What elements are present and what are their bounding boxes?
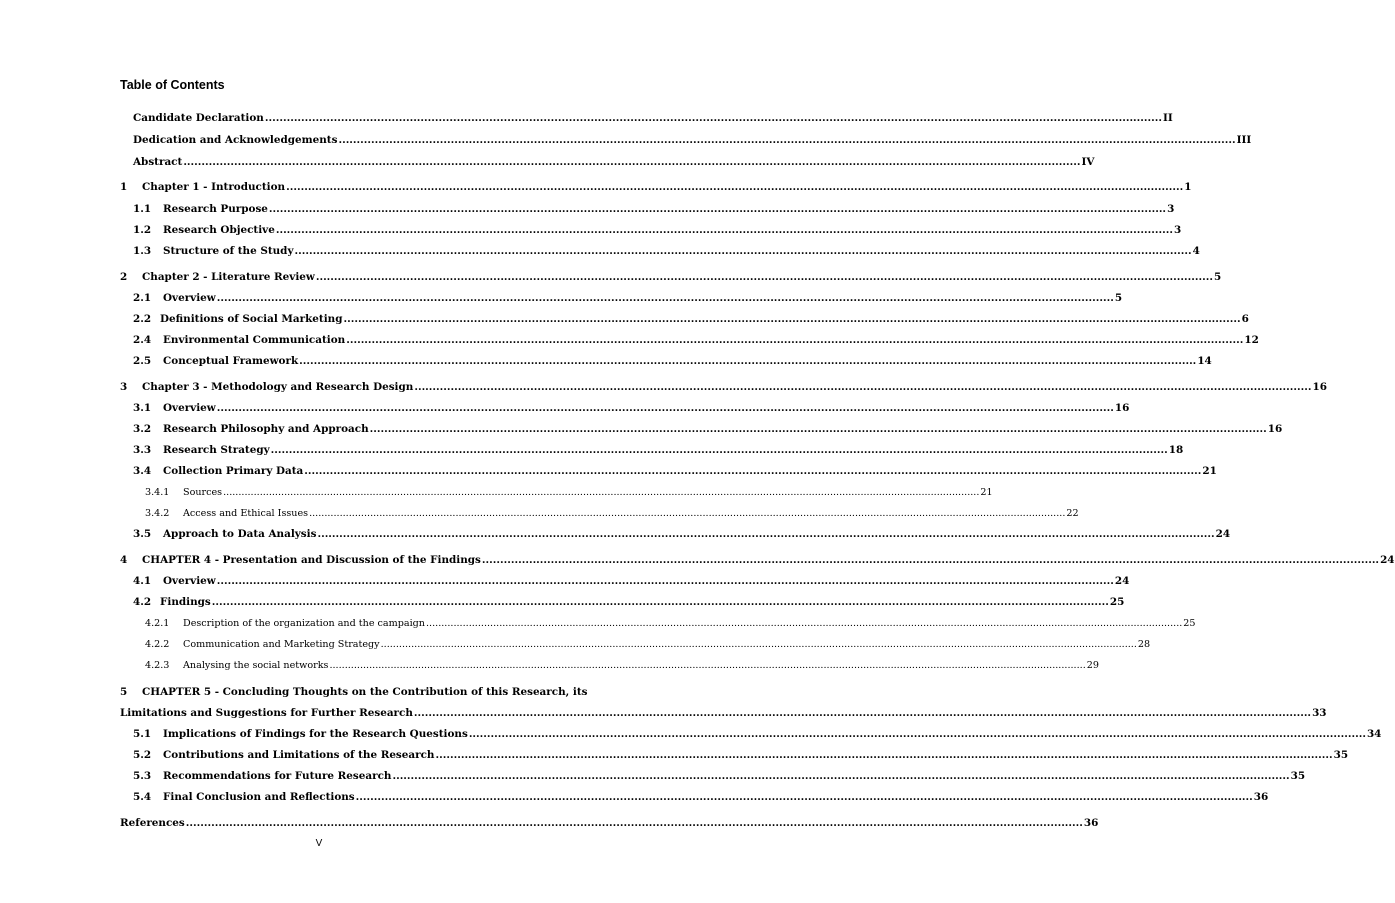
- toc-leader-dots: [356, 791, 1253, 804]
- toc-entry-page: 16: [1312, 381, 1327, 393]
- toc-entry-chapter-continued: [120, 707, 1327, 720]
- toc-entry-label: Description of the organization and the campaign: [183, 618, 425, 629]
- toc-entry-label: Recommendations for Future Research: [163, 770, 392, 782]
- toc-entry-section: [133, 203, 1175, 216]
- toc-entry-chapter: [120, 686, 587, 699]
- toc-entry-page: 3: [1173, 224, 1182, 236]
- toc-entry-page: 16: [1114, 402, 1130, 414]
- toc-entry-page: 33: [1312, 707, 1327, 719]
- toc-entry-page: 36: [1083, 817, 1099, 829]
- toc-entry-label: Final Conclusion and Reflections: [163, 791, 355, 803]
- toc-entry-page: 25: [1109, 596, 1125, 608]
- toc-entry-section: [133, 575, 1130, 588]
- toc-leader-dots: [344, 313, 1241, 326]
- toc-entry-page: 5: [1213, 271, 1222, 283]
- toc-entry-label: Access and Ethical Issues: [183, 508, 309, 519]
- toc-entry-section: [133, 355, 1212, 368]
- toc-entry-label: Conceptual Framework: [163, 355, 299, 367]
- toc-entry-page: 21: [1202, 465, 1217, 477]
- toc-leader-dots: [223, 486, 979, 499]
- toc-entry-label: Environmental Communication: [163, 334, 346, 346]
- toc-entry-subsection: [145, 659, 1099, 672]
- toc-entry-section: [133, 728, 1382, 741]
- toc-entry-number: 3.4.1: [145, 487, 170, 498]
- toc-leader-dots: [414, 707, 1311, 720]
- toc-entry-page: 14: [1197, 355, 1212, 367]
- toc-entry-number: 1.1: [133, 203, 152, 215]
- toc-entry-page: 12: [1244, 334, 1259, 346]
- toc-leader-dots: [212, 596, 1109, 609]
- toc-entry-label: CHAPTER 5 - Concluding Thoughts on the Contribution of this Research, its: [142, 686, 588, 698]
- toc-entry-section: [133, 596, 1125, 609]
- toc-leader-dots: [183, 156, 1080, 169]
- toc-entry-page: 24: [1215, 528, 1231, 540]
- toc-entry-label: Communication and Marketing Strategy: [183, 639, 380, 650]
- toc-entry-label: Implications of Findings for the Research Questions: [163, 728, 468, 740]
- toc-entry-number: 5.3: [133, 770, 152, 782]
- toc-entry-label: CHAPTER 4 - Presentation and Discussion of the Findings: [142, 554, 481, 566]
- toc-entry-label: Analysing the social networks: [183, 660, 329, 671]
- toc-leader-dots: [217, 292, 1114, 305]
- toc-leader-dots: [426, 617, 1182, 630]
- toc-entry-chapter: [120, 381, 1327, 394]
- toc-leader-dots: [317, 528, 1214, 541]
- toc-entry-label: Chapter 3 - Methodology and Research Design: [142, 381, 414, 393]
- toc-entry: [133, 134, 1252, 147]
- toc-entry-section: [133, 465, 1217, 478]
- toc-leader-dots: [276, 224, 1173, 237]
- toc-entry-label: Overview: [163, 402, 216, 414]
- toc-entry-label: Overview: [163, 575, 216, 587]
- toc-entry-subsection: [145, 507, 1079, 520]
- toc-entry-number: 2.4: [133, 334, 152, 346]
- toc-entry-section: [133, 245, 1200, 258]
- toc-entry-page: 21: [980, 487, 993, 498]
- toc-entry-number: 1.2: [133, 224, 152, 236]
- toc-entry-label: Overview: [163, 292, 216, 304]
- toc-entry-label: Sources: [183, 487, 223, 498]
- toc-entry-page: 4: [1192, 245, 1200, 257]
- toc-entry-page: III: [1236, 134, 1252, 146]
- toc-entry-label: Structure of the Study: [163, 245, 294, 257]
- toc-entry-page: 1: [1184, 181, 1192, 193]
- toc-entry-number: 5.1: [133, 728, 152, 740]
- toc-entry-label: Dedication and Acknowledgements: [133, 134, 338, 146]
- toc-leader-dots: [265, 112, 1162, 125]
- toc-entry-page: 25: [1183, 618, 1196, 629]
- toc-entry-page: 3: [1167, 203, 1175, 215]
- toc-entry-page: 22: [1066, 508, 1079, 519]
- toc-entry-section: [133, 292, 1123, 305]
- toc-entry-label: Limitations and Suggestions for Further Research: [120, 707, 413, 719]
- toc-entry-page: 6: [1241, 313, 1249, 325]
- toc-title: Table of Contents: [120, 78, 225, 92]
- toc-entry-page: 24: [1380, 554, 1395, 566]
- toc-entry-section: [133, 224, 1182, 237]
- toc-entry-number: 3.1: [133, 402, 152, 414]
- toc-leader-dots: [217, 402, 1114, 415]
- toc-leader-dots: [294, 245, 1191, 258]
- toc-entry-page: 16: [1267, 423, 1283, 435]
- toc-entry-label: Candidate Declaration: [133, 112, 264, 124]
- toc-leader-dots: [414, 381, 1311, 394]
- toc-entry-number: 4.2.1: [145, 618, 170, 629]
- toc-leader-dots: [269, 203, 1166, 216]
- toc-entry-label: Chapter 1 - Introduction: [142, 181, 286, 193]
- toc-entry-subsection: [145, 486, 993, 499]
- toc-leader-dots: [329, 659, 1085, 672]
- toc-entry-section: [133, 313, 1249, 326]
- toc-leader-dots: [299, 355, 1196, 368]
- toc-leader-dots: [338, 134, 1235, 147]
- toc-entry-number: 4.2: [133, 596, 152, 608]
- toc-entry-section: [133, 791, 1269, 804]
- toc-entry-page: 24: [1114, 575, 1130, 587]
- toc-entry-number: 4.2.3: [145, 660, 170, 671]
- toc-entry-section: [133, 749, 1349, 762]
- toc-entry-number: 2: [120, 271, 128, 283]
- toc-entry-page: 5: [1114, 292, 1123, 304]
- page-number: V: [315, 838, 323, 849]
- toc-leader-dots: [186, 817, 1083, 830]
- toc-entry-number: 1.3: [133, 245, 152, 257]
- toc-entry: [133, 112, 1173, 125]
- toc-leader-dots: [381, 638, 1137, 651]
- toc-entry-number: 4.1: [133, 575, 152, 587]
- toc-entry-number: 3.5: [133, 528, 152, 540]
- toc-entry-section: [133, 334, 1259, 347]
- toc-leader-dots: [370, 423, 1267, 436]
- toc-entry-number: 3: [120, 381, 128, 393]
- toc-entry-number: 3.4.2: [145, 508, 170, 519]
- toc-entry-references: [120, 817, 1099, 830]
- toc-entry-number: 5.4: [133, 791, 152, 803]
- toc-entry-label: Findings: [160, 596, 211, 608]
- toc-entry-label: Definitions of Social Marketing: [160, 313, 343, 325]
- toc-entry: [133, 156, 1095, 169]
- toc-leader-dots: [304, 465, 1201, 478]
- toc-entry-number: 4.2.2: [145, 639, 170, 650]
- toc-entry-section: [133, 770, 1306, 783]
- toc-entry-number: 1: [120, 181, 128, 193]
- toc-leader-dots: [436, 749, 1333, 762]
- toc-entry-label: Research Strategy: [163, 444, 270, 456]
- toc-entry-number: 2.2: [133, 313, 152, 325]
- toc-entry-chapter: [120, 181, 1192, 194]
- toc-entry-number: 4: [120, 554, 128, 566]
- toc-entry-number: 5: [120, 686, 128, 698]
- toc-leader-dots: [316, 271, 1213, 284]
- toc-leader-dots: [482, 554, 1379, 567]
- toc-leader-dots: [286, 181, 1183, 194]
- toc-entry-label: Approach to Data Analysis: [163, 528, 317, 540]
- toc-entry-label: Research Purpose: [163, 203, 268, 215]
- toc-entry-label: Abstract: [133, 156, 183, 168]
- toc-entry-label: Collection Primary Data: [163, 465, 304, 477]
- toc-entry-page: 29: [1086, 660, 1099, 671]
- toc-entry-chapter: [120, 271, 1222, 284]
- toc-leader-dots: [469, 728, 1366, 741]
- toc-entry-number: 5.2: [133, 749, 152, 761]
- toc-entry-page: 34: [1366, 728, 1382, 740]
- toc-entry-number: 2.1: [133, 292, 152, 304]
- toc-entry-section: [133, 423, 1283, 436]
- toc-leader-dots: [271, 444, 1168, 457]
- toc-leader-dots: [309, 507, 1065, 520]
- toc-entry-page: 35: [1333, 749, 1349, 761]
- toc-entry-page: 35: [1290, 770, 1306, 782]
- toc-entry-section: [133, 528, 1231, 541]
- toc-leader-dots: [217, 575, 1114, 588]
- toc-entry-label: Contributions and Limitations of the Research: [163, 749, 435, 761]
- toc-entry-page: IV: [1081, 156, 1095, 168]
- toc-entry-label: Research Objective: [163, 224, 275, 236]
- toc-entry-page: 28: [1137, 639, 1151, 650]
- toc-entry-section: [133, 402, 1130, 415]
- toc-entry-label: References: [120, 817, 185, 829]
- toc-entry-label: Chapter 2 - Literature Review: [142, 271, 315, 283]
- toc-leader-dots: [392, 770, 1289, 783]
- toc-leader-dots: [346, 334, 1243, 347]
- toc-entry-page: 18: [1168, 444, 1184, 456]
- toc-entry-number: 2.5: [133, 355, 152, 367]
- toc-entry-chapter: [120, 554, 1395, 567]
- toc-entry-section: [133, 444, 1184, 457]
- toc-entry-label: Research Philosophy and Approach: [163, 423, 369, 435]
- toc-entry-page: 36: [1253, 791, 1269, 803]
- toc-entry-subsection: [145, 638, 1151, 651]
- toc-entry-subsection: [145, 617, 1196, 630]
- toc-entry-page: II: [1163, 112, 1173, 124]
- toc-entry-number: 3.4: [133, 465, 152, 477]
- toc-entry-number: 3.2: [133, 423, 152, 435]
- toc-entry-number: 3.3: [133, 444, 152, 456]
